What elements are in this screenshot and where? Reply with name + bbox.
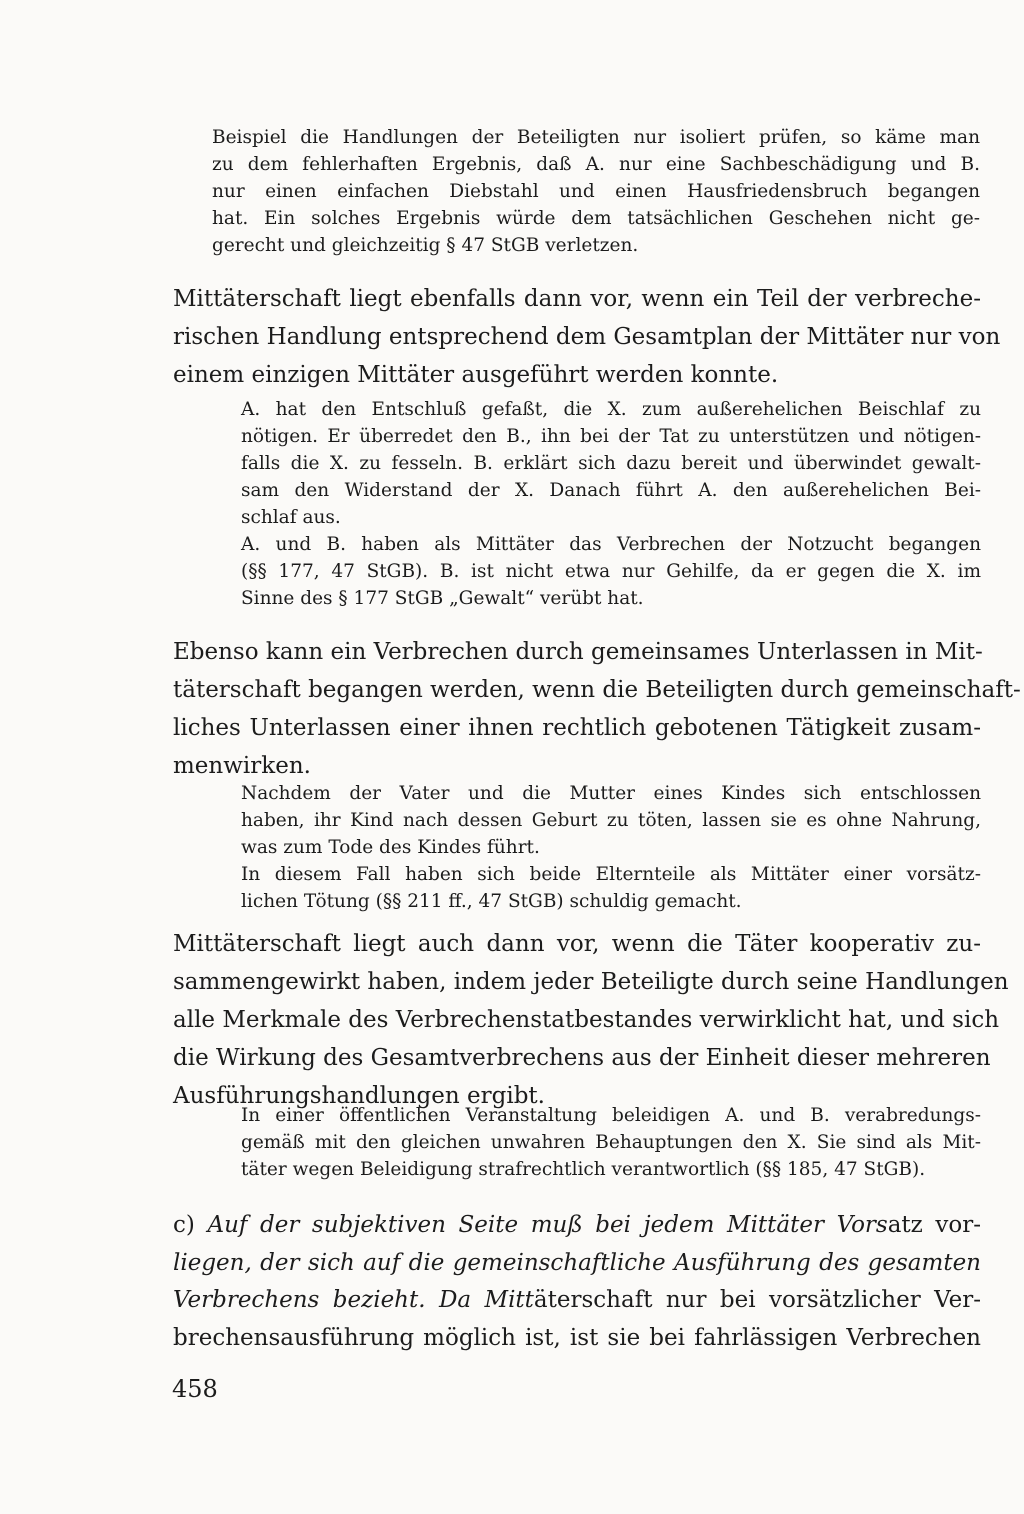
- body-line: c) Auf der subjektiven Seite muß bei jedem Mittäter Vorsatz vor-: [173, 1212, 981, 1238]
- example-line: In diesem Fall haben sich beide Elternteile als Mittäter einer vorsätz-: [241, 864, 981, 885]
- example-line: hat. Ein solches Ergebnis würde dem tatsächlichen Geschehen nicht ge-: [212, 208, 980, 229]
- example-line: A. und B. haben als Mittäter das Verbrechen der Notzucht begangen: [241, 534, 981, 555]
- example-line: In einer öffentlichen Veranstaltung beleidigen A. und B. verabredungs-: [241, 1105, 981, 1126]
- example-line: sam den Widerstand der X. Danach führt A. den außerehelichen Bei-: [241, 480, 981, 501]
- example-line: gemäß mit den gleichen unwahren Behauptungen den X. Sie sind als Mit-: [241, 1132, 981, 1153]
- body-line: Mittäterschaft liegt ebenfalls dann vor, wenn ein Teil der verbreche-: [173, 286, 981, 312]
- body-line: liegen, der sich auf die gemeinschaftliche Ausführung des gesamten: [173, 1249, 981, 1276]
- body-line: menwirken.: [173, 753, 311, 779]
- example-line: (§§ 177, 47 StGB). B. ist nicht etwa nur Gehilfe, da er gegen die X. im: [241, 561, 981, 582]
- example-line: Beispiel die Handlungen der Beteiligten nur isoliert prüfen, so käme man: [212, 127, 980, 148]
- example-line: zu dem fehlerhaften Ergebnis, daß A. nur eine Sachbeschädigung und B.: [212, 154, 980, 175]
- body-line: Verbrechens bezieht. Da Mittäterschaft nur bei vorsätzlicher Ver-: [173, 1287, 981, 1313]
- example-line: haben, ihr Kind nach dessen Geburt zu töten, lassen sie es ohne Nahrung,: [241, 810, 981, 831]
- example-line: lichen Tötung (§§ 211 ff., 47 StGB) schuldig gemacht.: [241, 891, 742, 912]
- example-line: schlaf aus.: [241, 507, 341, 528]
- page-number: 458: [172, 1375, 218, 1403]
- body-line: täterschaft begangen werden, wenn die Beteiligten durch gemeinschaft-: [173, 677, 1021, 703]
- body-line: alle Merkmale des Verbrechenstatbestandes verwirklicht hat, und sich: [173, 1007, 1000, 1033]
- example-line: nur einen einfachen Diebstahl und einen Hausfriedensbruch begangen: [212, 181, 980, 202]
- body-line: Mittäterschaft liegt auch dann vor, wenn die Täter kooperativ zu-: [173, 931, 981, 957]
- example-line: nötigen. Er überredet den B., ihn bei der Tat zu unterstützen und nötigen-: [241, 426, 981, 447]
- body-line: rischen Handlung entsprechend dem Gesamtplan der Mittäter nur von: [173, 324, 1001, 350]
- example-line: Nachdem der Vater und die Mutter eines Kindes sich entschlossen: [241, 783, 981, 804]
- body-line: Ebenso kann ein Verbrechen durch gemeinsames Unterlassen in Mit-: [173, 639, 983, 665]
- example-line: gerecht und gleichzeitig § 47 StGB verletzen.: [212, 235, 639, 256]
- example-line: A. hat den Entschluß gefaßt, die X. zum außerehelichen Beischlaf zu: [241, 399, 981, 420]
- body-line: sammengewirkt haben, indem jeder Beteiligte durch seine Handlungen: [173, 969, 1009, 995]
- body-line: brechensausführung möglich ist, ist sie bei fahrlässigen Verbrechen: [173, 1324, 981, 1351]
- example-line: täter wegen Beleidigung strafrechtlich verantwortlich (§§ 185, 47 StGB).: [241, 1159, 926, 1180]
- body-line: die Wirkung des Gesamtverbrechens aus der Einheit dieser mehreren: [173, 1045, 991, 1071]
- example-line: Sinne des § 177 StGB „Gewalt“ verübt hat.: [241, 588, 644, 609]
- example-line: falls die X. zu fesseln. B. erklärt sich dazu bereit und überwindet gewalt-: [241, 453, 981, 474]
- body-line: liches Unterlassen einer ihnen rechtlich gebotenen Tätigkeit zusam-: [173, 715, 981, 741]
- body-line: einem einzigen Mittäter ausgeführt werden konnte.: [173, 362, 779, 388]
- example-line: was zum Tode des Kindes führt.: [241, 837, 540, 858]
- body-line: Ausführungshandlungen ergibt.: [173, 1083, 545, 1109]
